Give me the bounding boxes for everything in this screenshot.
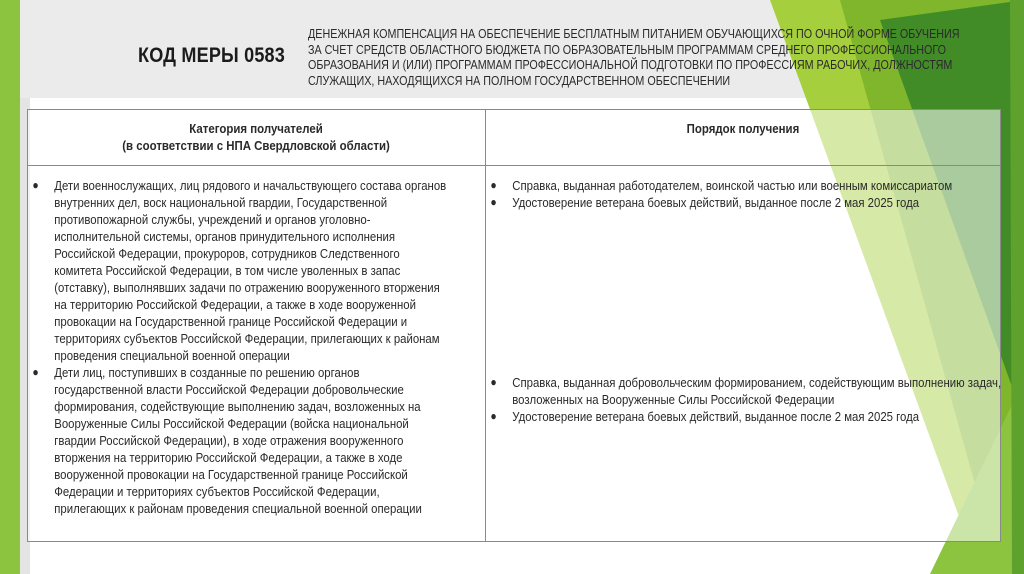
page-title: ДЕНЕЖНАЯ КОМПЕНСАЦИЯ НА ОБЕСПЕЧЕНИЕ БЕСПЛАТНЫМ ПИТАНИЕМ ОБУЧАЮЩИХСЯ ПО ОЧНОЙ ФОРМЕ ОБУЧЕНИЯ ЗА СЧЕТ СРЕДСТВ ОБЛАСТНОГО БЮДЖЕТА ПО ОБРАЗОВАТЕЛЬНЫМ ПРОГРАММАМ СРЕДНЕГО ПРОФЕССИОНАЛЬНОГО ОБРАЗОВАНИЯ И (ИЛИ) ПРОГРАММАМ ПРОФЕССИОНАЛЬНОЙ ПОДГОТОВКИ ПО ПРОФЕССИЯМ РАБОЧИХ, ДОЛЖНОСТЯМ СЛУЖАЩИХ, НАХОДЯЩИХСЯ НА ПОЛНОМ ГОСУДАРСТВЕННОМ ОБЕСПЕЧЕНИИ bbox=[308, 27, 960, 88]
header-procedure bbox=[486, 120, 1000, 137]
criteria-table bbox=[27, 109, 1001, 542]
procedure-text: Удостоверение ветерана боевых действий, выданное после 2 мая 2025 года bbox=[512, 195, 920, 210]
bullet-icon: ● bbox=[32, 178, 39, 192]
bullet-icon: ● bbox=[32, 365, 39, 379]
procedure-text: Справка, выданная добровольческим формированием, содействующим выполнению задач, возложенных на Вооруженные Силы Российской Федерации bbox=[512, 375, 1002, 407]
procedure-text: Удостоверение ветерана боевых действий, выданное после 2 мая 2025 года bbox=[512, 409, 920, 424]
category-text: Дети лиц, поступивших в созданные по решению органов государственной власти Российской Федерации добровольческие формирования, содействующие выполнению задач, возложенных на Вооруженные Силы Российской Федерации (войска национальной гвардии Российской Федерации), в ходе отражения вооруженного вторжения на территорию Российской Федерации, а также в ходе вооруженной провокации на Государственной границе Российской Федерации и территориях субъектов Российской Федерации, прилегающих к районам проведения специальной военной операции bbox=[54, 365, 422, 516]
category-list bbox=[28, 177, 448, 517]
bullet-icon: ● bbox=[490, 195, 497, 209]
procedure-text: Справка, выданная работодателем, воинской частью или военным комиссариатом bbox=[512, 178, 953, 193]
table-column-divider bbox=[485, 110, 486, 541]
header-procedure-label: Порядок получения bbox=[686, 121, 800, 136]
header-category-line1: Категория получателей bbox=[189, 121, 324, 136]
bullet-icon: ● bbox=[490, 178, 497, 192]
bullet-icon: ● bbox=[490, 409, 497, 423]
header-category bbox=[28, 120, 485, 154]
list-item bbox=[486, 177, 1002, 194]
bullet-icon: ● bbox=[490, 375, 497, 389]
procedure-list-1 bbox=[486, 177, 1002, 211]
category-text: Дети военнослужащих, лиц рядового и начальствующего состава органов внутренних дел, воск национальной гвардии, Государственной противопожарной службы, учреждений и органов уголовно-исполнительной системы, органов принудительного исполнения Российской Федерации, прокуроров, сотрудников Следственного комитета Российской Федерации, в том числе уволенных в запас (отставку), выполнявших задачи по отражению вооруженного вторжения на территорию Российской Федерации, а также в ходе вооруженной провокации на Государственной границе Российской Федерации и территориях субъектов Российской Федерации, прилегающих к районам проведения специальной военной операции bbox=[54, 178, 447, 363]
measure-code: КОД МЕРЫ 0583 bbox=[138, 44, 285, 67]
list-item bbox=[486, 374, 1002, 408]
list-item bbox=[28, 364, 448, 517]
header-category-line2: (в соответствии с НПА Свердловской области) bbox=[122, 138, 391, 153]
list-item bbox=[486, 194, 1002, 211]
list-item bbox=[486, 408, 1002, 425]
list-item bbox=[28, 177, 448, 364]
procedure-list-2 bbox=[486, 374, 1002, 425]
